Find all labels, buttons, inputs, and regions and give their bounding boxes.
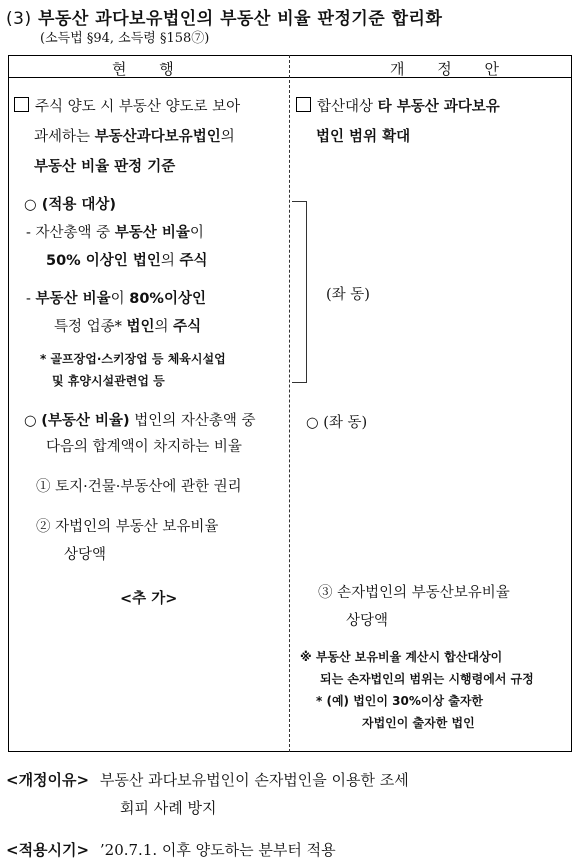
proposed-note-line1: ※ 부동산 보유비율 계산시 합산대상이: [300, 650, 503, 664]
section-title: [6, 4, 442, 29]
column-header-current: 현 행: [112, 60, 188, 78]
current-item1-line3: 부동산 비율 판정 기준: [34, 159, 176, 175]
proposed-note-line2: 되는 손자법인의 범위는 시행령에서 규정: [320, 672, 534, 686]
proposed-component3-line1: ③ 손자법인의 부동산보유비율: [318, 585, 510, 601]
current-detail1-line2: 50% 이상인 법인의 주식: [46, 253, 208, 269]
current-ratio-line2: 다음의 합계액이 차지하는 비율: [46, 439, 242, 455]
current-component2-line1: ② 자법인의 부동산 보유비율: [36, 519, 219, 535]
proposed-note-line4: 자법인이 출자한 법인: [362, 716, 475, 730]
column-divider: [289, 55, 290, 752]
current-ratio-heading: ○ (부동산 비율) 법인의 자산총액 중: [24, 413, 256, 429]
current-apply-heading: ○ (적용 대상): [24, 197, 117, 213]
reason-label: <개정이유>: [6, 771, 90, 789]
proposed-item1-line1: 합산대상 타 부동산 과다보유: [296, 92, 500, 122]
legal-reference: (소득법 §94, 소득령 §158⑦): [40, 31, 210, 46]
bracket-line: [292, 201, 307, 383]
checkbox-square-icon: [296, 97, 311, 112]
current-component2-line2: 상당액: [64, 547, 107, 563]
current-item1-line2: 과세하는 부동산과다보유법인의: [34, 129, 235, 145]
column-header-proposed: 개 정 안: [390, 60, 514, 78]
current-item1-line1: 주식 양도 시 부동산 양도로 보아: [14, 92, 240, 122]
current-detail2-line1: - 부동산 비율이 80%이상인: [26, 291, 206, 307]
proposed-item1-line2: 법인 범위 확대: [316, 129, 411, 145]
section-title-text: 부동산 과다보유법인의 부동산 비율 판정기준 합리화: [38, 9, 443, 29]
checkbox-square-icon: [14, 97, 29, 112]
reason-line2: 회피 사례 방지: [120, 799, 217, 817]
current-footnote-line1: * 골프장업·스키장업 등 체육시설업: [40, 352, 226, 366]
proposed-component3-line2: 상당액: [346, 613, 389, 629]
reason-line1: <개정이유> 부동산 과다보유법인이 손자법인을 이용한 조세: [6, 771, 409, 789]
proposed-same-as-left-1: (좌 동): [326, 287, 370, 303]
proposed-note-line3: * (예) 법인이 30%이상 출자한: [316, 694, 484, 708]
section-number: (3): [6, 9, 32, 29]
effective-line: <적용시기> ’20.7.1. 이후 양도하는 분부터 적용: [6, 841, 336, 859]
current-footnote-line2: 및 휴양시설관련업 등: [52, 374, 165, 388]
current-component1: ① 토지·건물·부동산에 관한 권리: [36, 479, 242, 495]
effective-label: <적용시기>: [6, 841, 90, 859]
current-detail1-line1: - 자산총액 중 부동산 비율이: [26, 225, 204, 241]
proposed-same-as-left-2: ○ (좌 동): [306, 415, 368, 431]
current-addition-marker: <추 가>: [120, 591, 178, 607]
current-detail2-line2: 특정 업종* 법인의 주식: [54, 319, 202, 335]
